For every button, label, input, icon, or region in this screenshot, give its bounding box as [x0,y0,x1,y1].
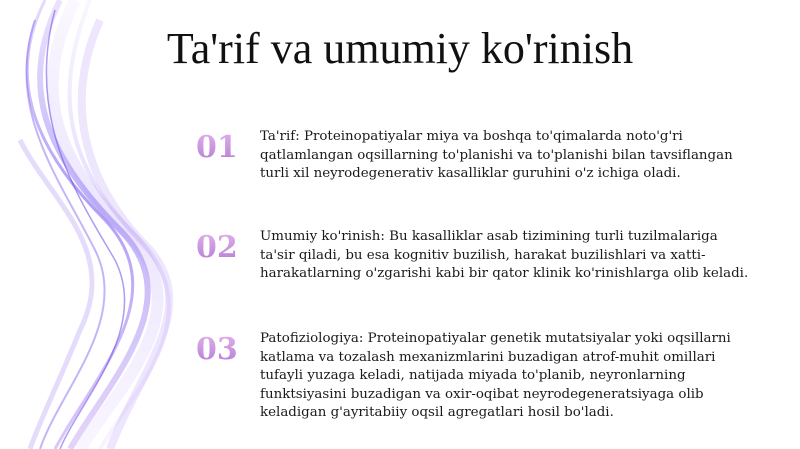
item-number: 03 [196,332,252,368]
item-number: 01 [196,130,252,166]
item-text: Patofiziologiya: Proteinopatiyalar genetik mutatsiyalar yoki oqsillarni katlama va tozalash mexanizmlarini buzadigan atrof-muhit omillari tufayli yuzaga keladi, natijada miyada to'planib, neyronlarning funktsiyasini buzadigan va oxir-oqibat neyrodegeneratsiyaga olib keladigan g'ayritabiiy oqsil agregatlari hosil bo'ladi. [260,331,731,420]
item-text: Ta'rif: Proteinopatiyalar miya va boshqa to'qimalarda noto'g'ri qatlamlangan oqsillarning to'planishi va to'planishi bilan tavsiflangan turli xil neyrodegenerativ kasalliklar guruhini o'z ichiga oladi. [260,129,733,181]
item-text: Umumiy ko'rinish: Bu kasalliklar asab tizimining turli tuzilmalariga ta'sir qiladi, bu esa kognitiv buzilish, harakat buzilishlari va xatti-harakatlarning o'zgarishi kabi bir qator klinik ko'rinishlarga olib keladi. [260,229,749,281]
slide-title: Ta'rif va umumiy ko'rinish [166,24,634,73]
item-number: 02 [196,230,252,266]
